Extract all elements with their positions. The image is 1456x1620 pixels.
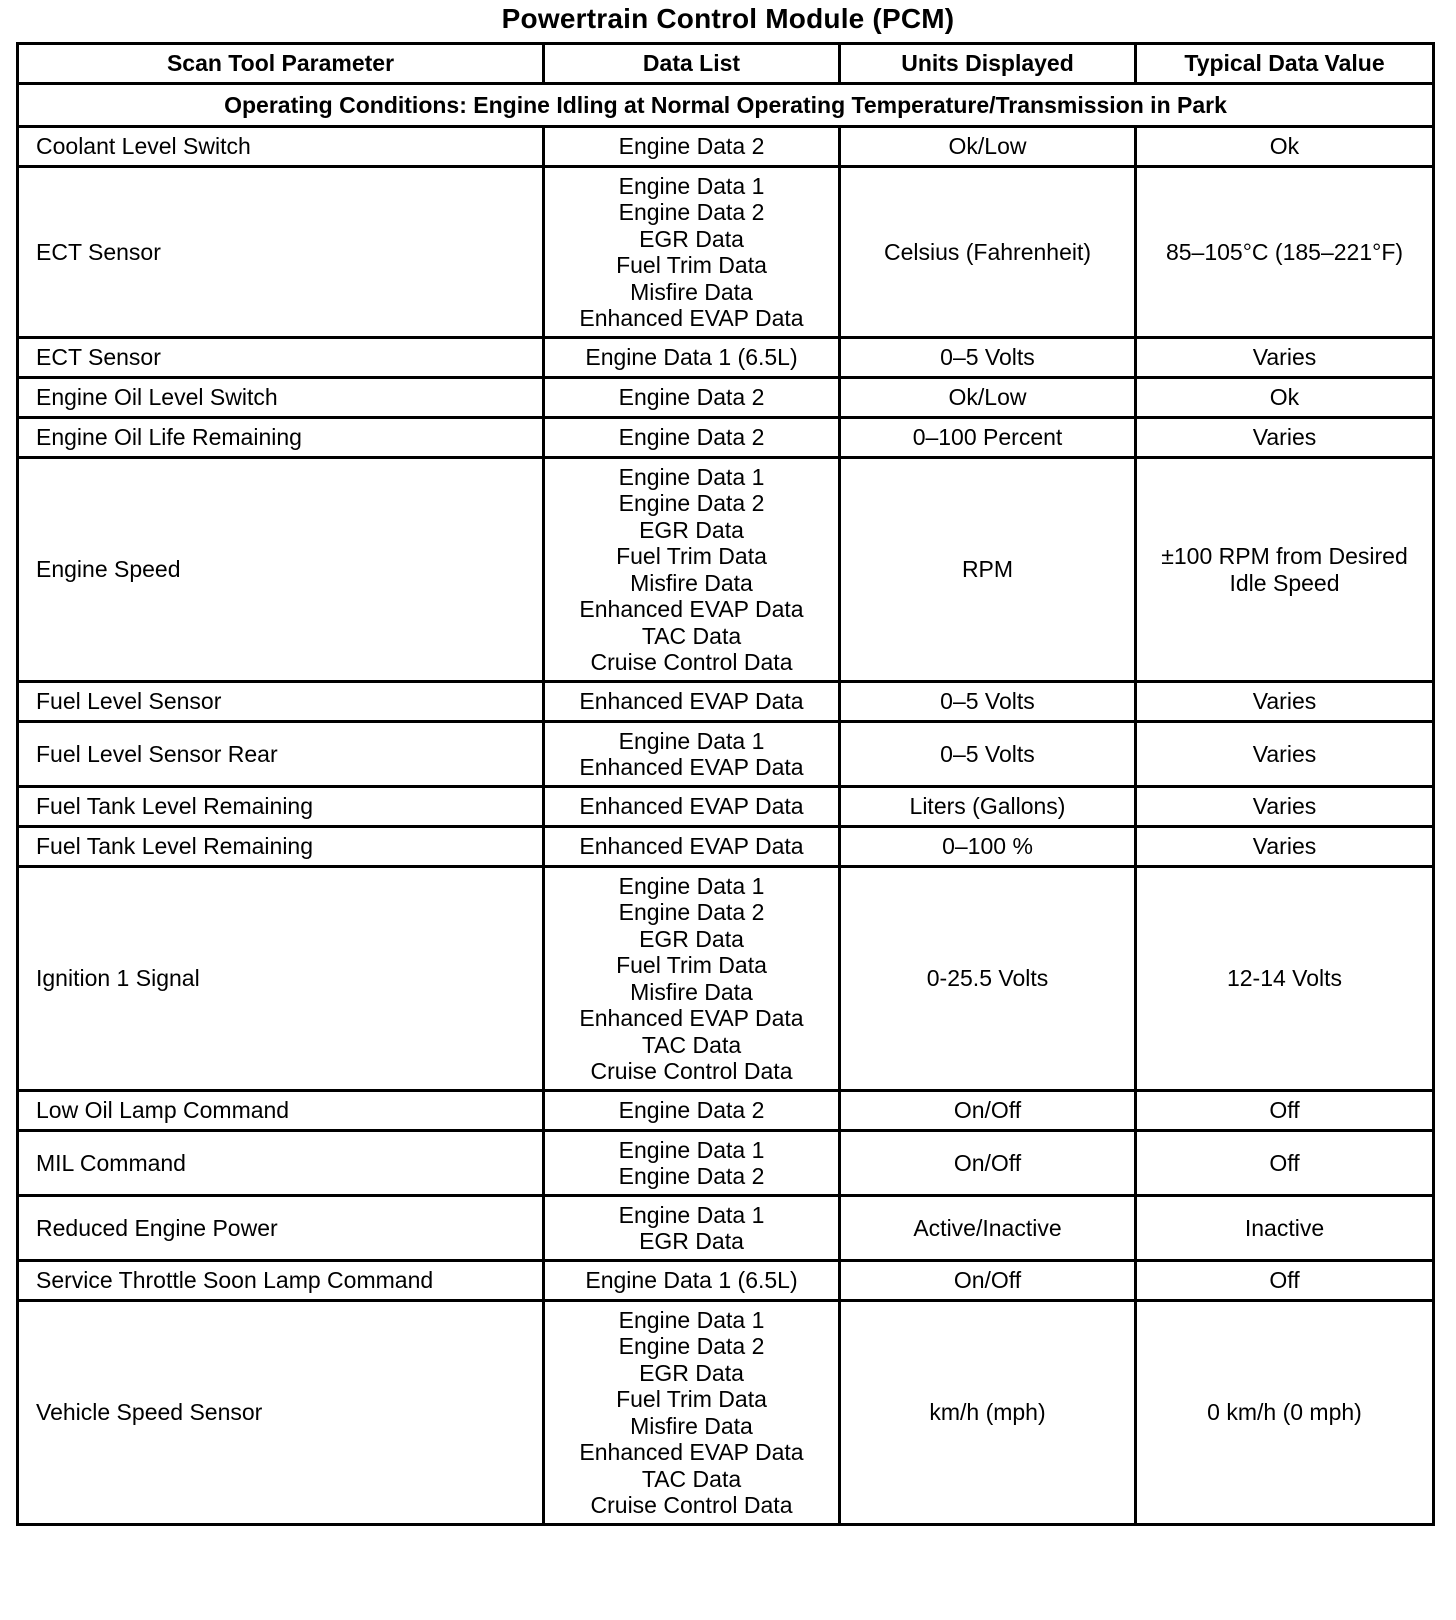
scan-tool-parameter-cell: Service Throttle Soon Lamp Command — [18, 1261, 544, 1301]
data-list-item: TAC Data — [641, 622, 742, 649]
data-list-item: Engine Data 2 — [618, 1097, 765, 1124]
data-list-cell — [544, 827, 840, 867]
table-body — [18, 84, 1434, 1525]
data-list-cell — [544, 682, 840, 722]
data-list-cell — [544, 722, 840, 787]
data-list-item: Cruise Control Data — [590, 1058, 793, 1084]
typical-data-value-cell: Varies — [1136, 722, 1434, 787]
typical-data-value-cell: ±100 RPM from Desired Idle Speed — [1136, 458, 1434, 682]
units-displayed-cell: 0–100 Percent — [840, 418, 1136, 458]
scan-tool-parameter-cell: Fuel Level Sensor — [18, 682, 544, 722]
table-row — [18, 1261, 1434, 1301]
header-typical-data-value: Typical Data Value — [1136, 44, 1434, 84]
data-list-cell — [544, 458, 840, 682]
units-displayed-cell: Celsius (Fahrenheit) — [840, 167, 1136, 338]
data-list-item: Engine Data 1 (6.5L) — [585, 344, 798, 371]
data-list-cell — [544, 1301, 840, 1525]
pcm-data-table — [16, 42, 1435, 1526]
operating-conditions: Operating Conditions: Engine Idling at Normal Operating Temperature/Transmission in Park — [18, 84, 1434, 127]
data-list-cell — [544, 127, 840, 167]
data-list-cell — [544, 418, 840, 458]
table-row — [18, 682, 1434, 722]
data-list-cell — [544, 1196, 840, 1261]
typical-data-value-cell: Varies — [1136, 418, 1434, 458]
data-list-cell — [544, 338, 840, 378]
typical-data-value-cell: 12-14 Volts — [1136, 867, 1434, 1091]
units-displayed-cell: 0–5 Volts — [840, 682, 1136, 722]
table-row — [18, 127, 1434, 167]
scan-tool-parameter-cell: ECT Sensor — [18, 338, 544, 378]
table-row — [18, 167, 1434, 338]
typical-data-value-cell: Off — [1136, 1261, 1434, 1301]
typical-data-value-cell: Varies — [1136, 827, 1434, 867]
table-row — [18, 378, 1434, 418]
data-list-item: Misfire Data — [630, 278, 753, 305]
scan-tool-parameter-cell: Reduced Engine Power — [18, 1196, 544, 1261]
scan-tool-parameter-cell: Ignition 1 Signal — [18, 867, 544, 1091]
data-list-item: Misfire Data — [630, 569, 753, 596]
units-displayed-cell: 0–5 Volts — [840, 722, 1136, 787]
data-list-item: Engine Data 1 — [618, 872, 765, 899]
data-list-item: Engine Data 1 — [618, 1306, 765, 1333]
data-list-item: Engine Data 2 — [618, 1163, 765, 1189]
data-list-item: Engine Data 1 (6.5L) — [585, 1267, 798, 1294]
data-list-item: Enhanced EVAP Data — [579, 688, 804, 715]
data-list-item: EGR Data — [639, 925, 744, 952]
data-list-item: Enhanced EVAP Data — [579, 1439, 804, 1465]
units-displayed-cell: Active/Inactive — [840, 1196, 1136, 1261]
data-list-item: Engine Data 2 — [618, 899, 765, 925]
table-row — [18, 338, 1434, 378]
data-list-cell — [544, 787, 840, 827]
data-list-item: Cruise Control Data — [590, 649, 793, 675]
data-list-item: Fuel Trim Data — [616, 543, 767, 569]
header-scan-tool-parameter: Scan Tool Parameter — [18, 44, 544, 84]
data-list-item: Engine Data 2 — [618, 424, 765, 451]
data-list-item: Engine Data 1 — [618, 727, 765, 754]
units-displayed-cell: Liters (Gallons) — [840, 787, 1136, 827]
data-list-cell — [544, 167, 840, 338]
data-list-item: EGR Data — [639, 225, 744, 252]
data-list-item: Engine Data 2 — [618, 490, 765, 516]
data-list-item: Misfire Data — [630, 978, 753, 1005]
units-displayed-cell: km/h (mph) — [840, 1301, 1136, 1525]
data-list-item: Fuel Trim Data — [616, 252, 767, 278]
header-units-displayed: Units Displayed — [840, 44, 1136, 84]
data-list-item: Engine Data 2 — [618, 133, 765, 160]
data-list-item: Engine Data 1 — [618, 1136, 765, 1163]
table-row — [18, 458, 1434, 682]
table-row — [18, 418, 1434, 458]
table-row — [18, 722, 1434, 787]
data-list-item: Enhanced EVAP Data — [579, 754, 804, 780]
scan-tool-parameter-cell: Engine Oil Life Remaining — [18, 418, 544, 458]
scan-tool-parameter-cell: MIL Command — [18, 1131, 544, 1196]
typical-data-value-cell: 0 km/h (0 mph) — [1136, 1301, 1434, 1525]
scan-tool-parameter-cell: Fuel Tank Level Remaining — [18, 787, 544, 827]
table-row — [18, 1196, 1434, 1261]
typical-data-value-cell: Varies — [1136, 787, 1434, 827]
data-list-item: Cruise Control Data — [590, 1492, 793, 1518]
units-displayed-cell: Ok/Low — [840, 378, 1136, 418]
typical-data-value-cell: Ok — [1136, 127, 1434, 167]
data-list-cell — [544, 1091, 840, 1131]
table-row — [18, 827, 1434, 867]
data-list-item: Enhanced EVAP Data — [579, 596, 804, 622]
data-list-item: Engine Data 2 — [618, 384, 765, 411]
scan-tool-parameter-cell: Engine Speed — [18, 458, 544, 682]
data-list-item: Engine Data 1 — [618, 172, 765, 199]
header-data-list: Data List — [544, 44, 840, 84]
data-list-item: Engine Data 2 — [618, 1333, 765, 1359]
data-list-item: Engine Data 1 — [618, 1201, 765, 1228]
table-row — [18, 867, 1434, 1091]
units-displayed-cell: On/Off — [840, 1091, 1136, 1131]
data-list-item: Fuel Trim Data — [616, 1386, 767, 1412]
data-list-item: Enhanced EVAP Data — [579, 305, 804, 331]
data-list-item: Misfire Data — [630, 1412, 753, 1439]
scan-tool-parameter-cell: ECT Sensor — [18, 167, 544, 338]
units-displayed-cell: 0–5 Volts — [840, 338, 1136, 378]
data-list-item: Enhanced EVAP Data — [579, 1005, 804, 1031]
data-list-item: TAC Data — [641, 1465, 742, 1492]
operating-conditions-row — [18, 84, 1434, 127]
units-displayed-cell: 0–100 % — [840, 827, 1136, 867]
scan-tool-parameter-cell: Engine Oil Level Switch — [18, 378, 544, 418]
page-title: Powertrain Control Module (PCM) — [501, 3, 955, 34]
data-list-item: Enhanced EVAP Data — [579, 833, 804, 860]
data-list-item: Engine Data 2 — [618, 199, 765, 225]
table-row — [18, 787, 1434, 827]
units-displayed-cell: On/Off — [840, 1261, 1136, 1301]
typical-data-value-cell: 85–105°C (185–221°F) — [1136, 167, 1434, 338]
units-displayed-cell: 0-25.5 Volts — [840, 867, 1136, 1091]
units-displayed-cell: RPM — [840, 458, 1136, 682]
scan-tool-parameter-cell: Fuel Level Sensor Rear — [18, 722, 544, 787]
table-row — [18, 1091, 1434, 1131]
units-displayed-cell: On/Off — [840, 1131, 1136, 1196]
scan-tool-parameter-cell: Fuel Tank Level Remaining — [18, 827, 544, 867]
typical-data-value-cell: Varies — [1136, 338, 1434, 378]
typical-data-value-cell: Off — [1136, 1131, 1434, 1196]
data-list-item: EGR Data — [639, 1228, 744, 1254]
typical-data-value-cell: Ok — [1136, 378, 1434, 418]
scan-tool-parameter-cell: Vehicle Speed Sensor — [18, 1301, 544, 1525]
data-list-item: EGR Data — [639, 516, 744, 543]
data-list-item: Enhanced EVAP Data — [579, 793, 804, 820]
data-list-cell — [544, 867, 840, 1091]
scan-tool-parameter-cell: Low Oil Lamp Command — [18, 1091, 544, 1131]
typical-data-value-cell: Inactive — [1136, 1196, 1434, 1261]
typical-data-value-cell: Varies — [1136, 682, 1434, 722]
data-list-item: Fuel Trim Data — [616, 952, 767, 978]
table-row — [18, 1301, 1434, 1525]
data-list-item: EGR Data — [639, 1359, 744, 1386]
data-list-item: TAC Data — [641, 1031, 742, 1058]
table-row — [18, 1131, 1434, 1196]
data-list-item: Engine Data 1 — [618, 463, 765, 490]
scan-tool-parameter-cell: Coolant Level Switch — [18, 127, 544, 167]
units-displayed-cell: Ok/Low — [840, 127, 1136, 167]
data-list-cell — [544, 378, 840, 418]
data-list-cell — [544, 1131, 840, 1196]
typical-data-value-cell: Off — [1136, 1091, 1434, 1131]
data-list-cell — [544, 1261, 840, 1301]
header-row — [18, 44, 1434, 84]
